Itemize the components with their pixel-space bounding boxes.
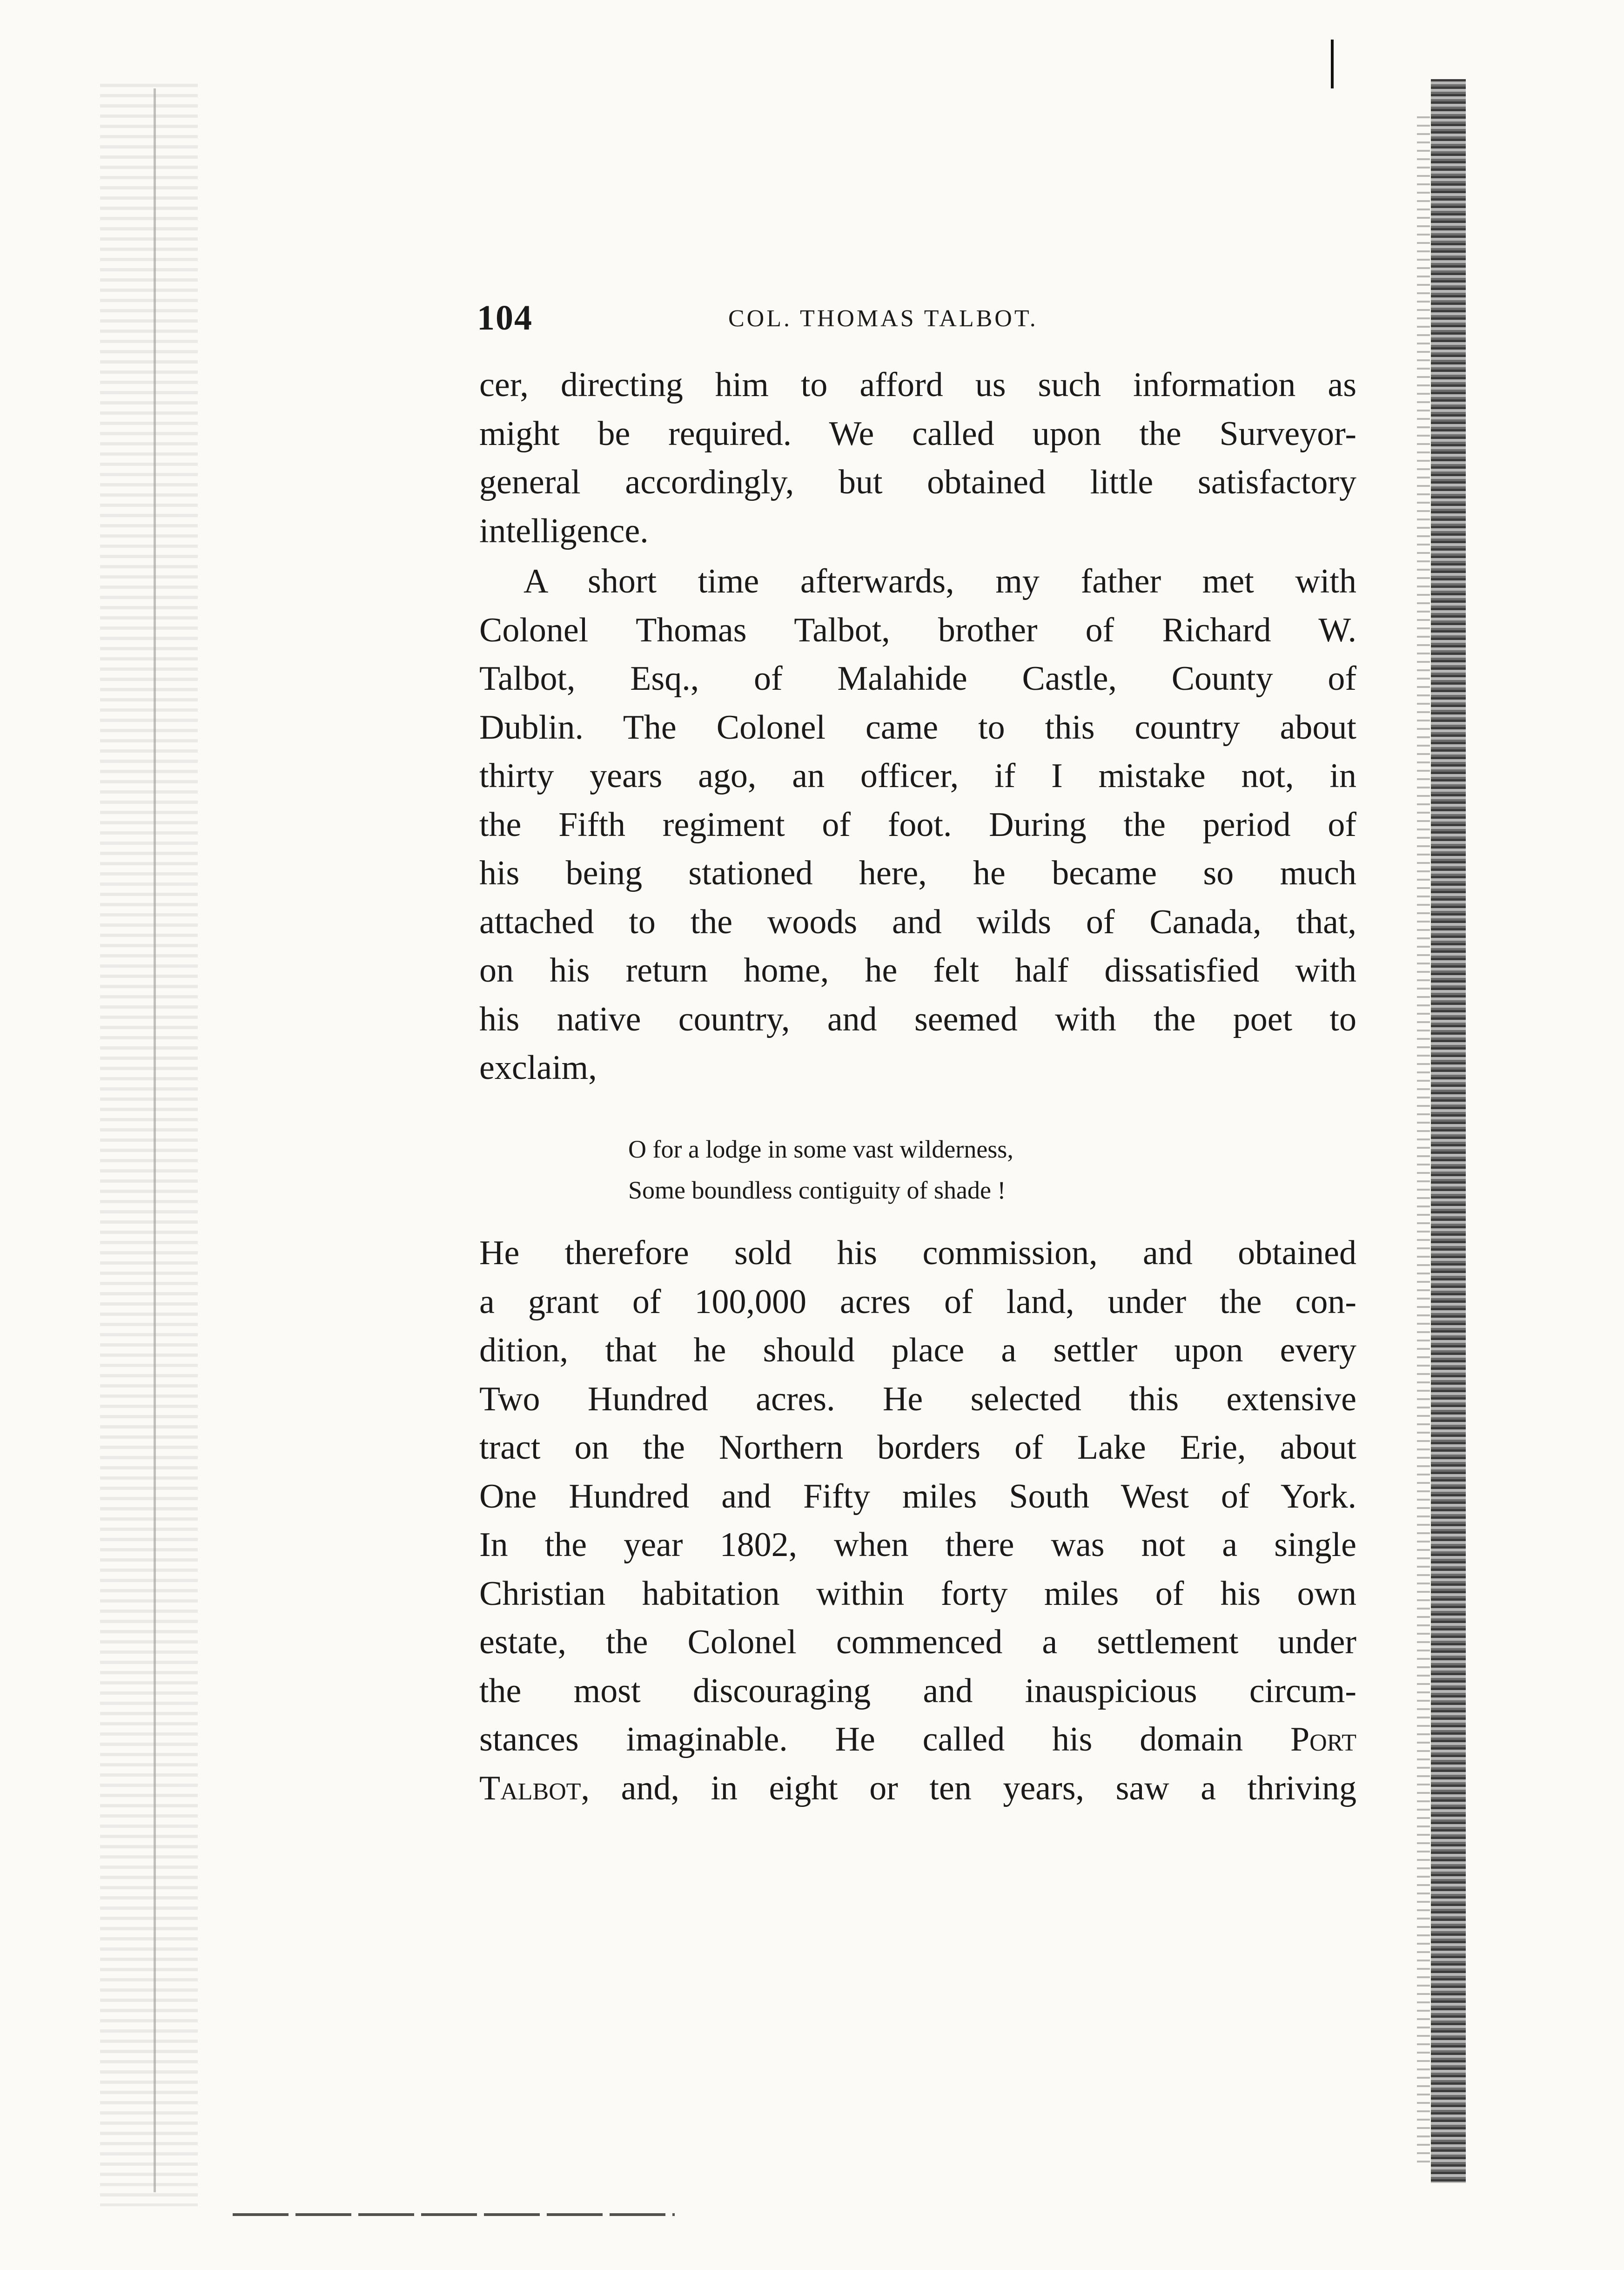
text-line: the Fifth regiment of foot. During the period of [479, 805, 1356, 844]
text-line: his being stationed here, he became so much [479, 854, 1356, 892]
paragraph-1 [479, 361, 1356, 555]
verse-line: O for a lodge in some vast wilderness, [628, 1135, 1013, 1163]
text-line: estate, the Colonel commenced a settlement under [479, 1623, 1356, 1661]
text-line: Two Hundred acres. He selected this extensive [479, 1380, 1356, 1418]
text-line: A short time afterwards, my father met with [523, 562, 1356, 600]
text-line: attached to the woods and wilds of Canada, that, [479, 903, 1356, 941]
text-line: In the year 1802, when there was not a single [479, 1526, 1356, 1564]
text-line: One Hundred and Fifty miles South West of York. [479, 1477, 1356, 1516]
text-line: general accordingly, but obtained little satisfactory [479, 463, 1356, 501]
running-head: COL. THOMAS TALBOT. [728, 305, 1038, 332]
text-fragment: stances imaginable. He called his domain [479, 1720, 1243, 1758]
text-line: his native country, and seemed with the poet to [479, 1000, 1356, 1038]
text-line: a grant of 100,000 acres of land, under the con- [479, 1282, 1356, 1321]
paragraph-3 [479, 1229, 1356, 1812]
text-line: tract on the Northern borders of Lake Erie, about [479, 1428, 1356, 1467]
text-line: cer, directing him to afford us such information as [479, 366, 1356, 404]
text-fragment: and, in eight or ten years, saw a thriving [621, 1769, 1357, 1807]
page-edge-left-binding [100, 84, 198, 2206]
text-line: exclaim, [479, 1049, 597, 1087]
text-line [479, 1715, 1356, 1764]
text-line: thirty years ago, an officer, if I mistake not, in [479, 757, 1356, 795]
page-edge-right-shadow [1417, 116, 1430, 2164]
page-edge-left-rule [154, 88, 156, 2192]
text-line: on his return home, he felt half dissatisfied with [479, 951, 1356, 990]
paragraph-2 [479, 557, 1356, 1092]
text-line: Colonel Thomas Talbot, brother of Richard W. [479, 611, 1356, 649]
scan-bottom-rule [233, 2213, 675, 2216]
place-name: Port [1290, 1720, 1356, 1758]
text-line: intelligence. [479, 512, 649, 550]
verse-line: Some boundless contiguity of shade ! [628, 1176, 1006, 1204]
verse-quotation [628, 1129, 1013, 1211]
text-line: might be required. We called upon the Surveyor- [479, 414, 1356, 453]
page-edge-right-binding [1431, 79, 1466, 2183]
text-line: He therefore sold his commission, and obtained [479, 1234, 1356, 1272]
text-line: Talbot, Esq., of Malahide Castle, County of [479, 660, 1356, 698]
text-line [479, 1764, 1356, 1813]
text-line: Dublin. The Colonel came to this country about [479, 708, 1356, 747]
scan-mark [1331, 40, 1334, 88]
text-line: the most discouraging and inauspicious circum- [479, 1671, 1356, 1710]
page-number: 104 [477, 298, 533, 337]
text-line: Christian habitation within forty miles of his own [479, 1574, 1356, 1613]
text-line: dition, that he should place a settler upon every [479, 1331, 1356, 1369]
place-name: Talbot, [479, 1769, 590, 1807]
